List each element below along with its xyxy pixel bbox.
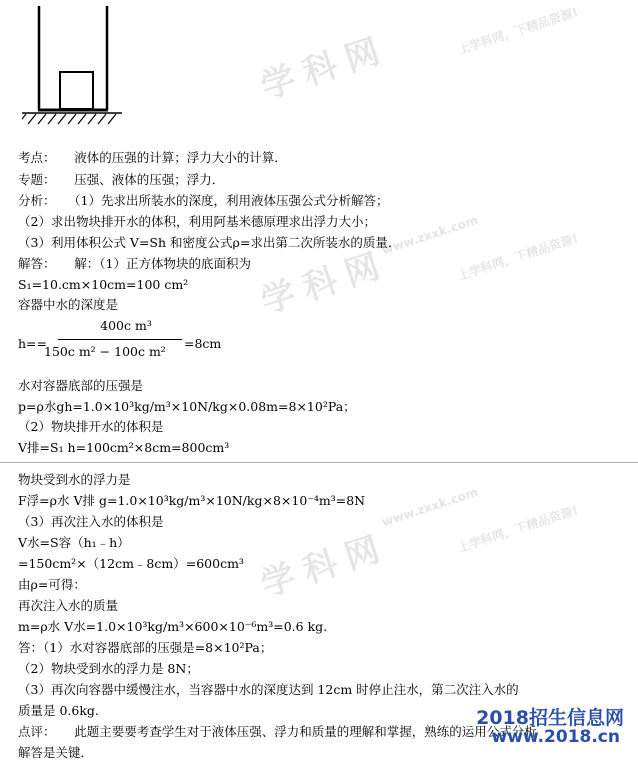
site-logo-url: www.2018.cn [491, 727, 620, 747]
line-area: S₁=10.cm×10cm=100 cm² [18, 277, 189, 292]
watermark-slogan: 上学科网，下精品资源! [456, 4, 580, 58]
site-logo-title: 2018招生信息网 [476, 707, 624, 729]
line-mass-title: 再次注入水的质量 [18, 598, 119, 613]
line-pressure: p=ρ水gh=1.0×10³kg/m³×10N/kg×0.08m=8×10²Pa； [18, 399, 356, 414]
line-displaced: V排=S₁ h=100cm²×8cm=800cm³ [18, 440, 230, 455]
page-separator [0, 462, 638, 463]
line-fenxi-2: （2）求出物块排开水的体积，利用阿基米德原理求出浮力大小； [18, 214, 376, 229]
line-fenxi-3: （3）利用体积公式 V=Sh 和密度公式ρ=求出第二次所装水的质量． [18, 235, 401, 250]
line-answer-3: （3）再次向容器中缓慢注水，当容器中水的深度达到 12cm 时停止注水，第二次注入水的 [18, 682, 519, 697]
line-answer-2: （2）物块受到水的浮力是 8N； [18, 661, 199, 676]
cube-block [60, 72, 93, 109]
fraction-lhs: h== [18, 336, 47, 351]
watermark-main: 学科网 [256, 28, 395, 108]
line-buoyancy: F浮=ρ水 V排 g=1.0×10³kg/m³×10N/kg×8×10⁻⁴m³=8N [18, 493, 366, 508]
line-jieda: 解答： 解：（1）正方体物块的底面积为 [18, 256, 251, 271]
line-volume-calc: =150cm²×（12cm﹣8cm）=600cm³ [18, 556, 244, 571]
line-buoyancy-title: 物块受到水的浮力是 [18, 472, 131, 487]
line-depth-title: 容器中水的深度是 [18, 297, 119, 312]
line-zhuanti: 专题： 压强、液体的压强；浮力． [18, 172, 225, 187]
line-volume: V水=S容（h₁﹣h） [18, 535, 130, 550]
watermark-site: www.zxxk.com [380, 484, 480, 530]
line-kaodian: 考点： 液体的压强的计算；浮力大小的计算． [18, 150, 287, 165]
line-density: 由ρ=可得： [18, 577, 86, 592]
line-displaced-title: （2）物块排开水的体积是 [18, 419, 164, 434]
line-mass: m=ρ水 V水=1.0×10³kg/m³×600×10⁻⁶m³=0.6 kg. [18, 619, 328, 634]
line-volume-title: （3）再次注入水的体积是 [18, 514, 164, 529]
watermark-main: 学科网 [256, 243, 395, 323]
line-fenxi: 分析： （1）先求出所装水的深度，利用液体压强公式分析解答； [18, 193, 389, 208]
fraction-result: =8cm [184, 336, 222, 351]
line-answer-3b: 质量是 0.6kg. [18, 703, 99, 718]
watermark-site: www.zxxk.com [380, 212, 480, 258]
watermark-main: 学科网 [256, 526, 395, 606]
container-diagram [22, 0, 132, 128]
line-pressure-title: 水对容器底部的压强是 [18, 378, 144, 393]
fraction-numerator: 400c m³ [100, 318, 152, 333]
watermark-slogan: 上学科网，下精品资源! [456, 502, 580, 556]
depth-fraction [18, 318, 222, 370]
line-dianping-2: 解答是关键． [18, 745, 94, 760]
fraction-denominator: 150c m² − 100c m² [44, 344, 166, 359]
line-dianping: 点评： 此题主要要考查学生对于液体压强、浮力和质量的理解和掌握，熟练的运用公式分析 [18, 724, 537, 739]
line-answer-1: 答：（1）水对容器底部的压强是=8×10²Pa； [18, 640, 273, 655]
ground-hatching [22, 114, 116, 124]
watermark-slogan: 上学科网，下精品资源! [456, 230, 580, 284]
fraction-bar [58, 339, 182, 340]
